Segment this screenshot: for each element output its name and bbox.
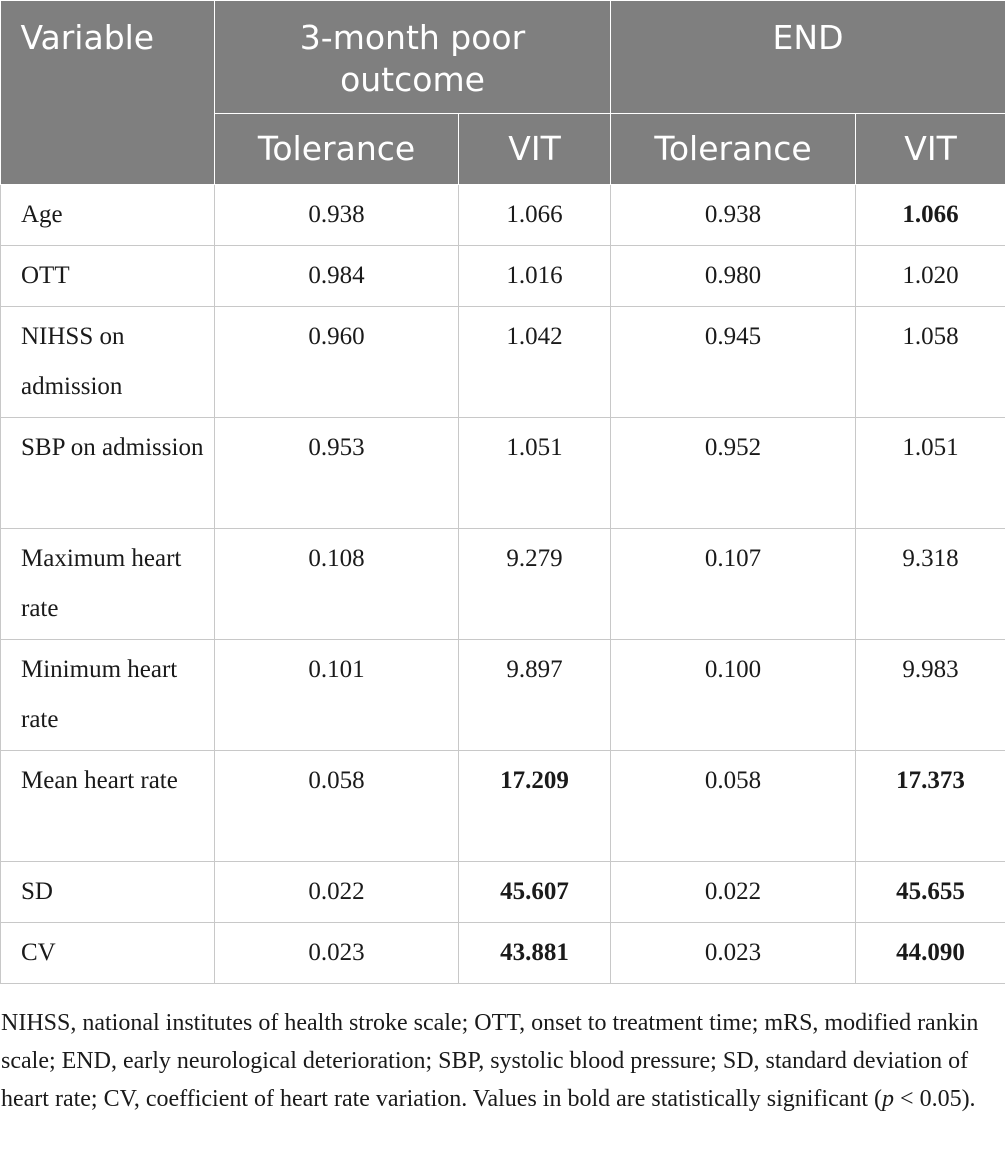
row-label: Minimum heart rate xyxy=(1,640,215,751)
cell-value: 1.016 xyxy=(459,246,611,307)
header-group-3-month-poor-outcome: 3-month poor outcome xyxy=(215,1,611,114)
row-label: Mean heart rate xyxy=(1,751,215,862)
row-label: Maximum heart rate xyxy=(1,529,215,640)
cell-value: 9.897 xyxy=(459,640,611,751)
row-label: CV xyxy=(1,923,215,984)
cell-value: 0.952 xyxy=(611,418,856,529)
row-label: SBP on admission xyxy=(1,418,215,529)
table-row xyxy=(1,185,1005,246)
header-row-groups xyxy=(1,1,1005,114)
cell-value: 1.066 xyxy=(459,185,611,246)
cell-value: 0.058 xyxy=(611,751,856,862)
cell-value: 0.023 xyxy=(611,923,856,984)
table-body xyxy=(1,185,1005,984)
table-row xyxy=(1,529,1005,640)
header-tolerance-2: Tolerance xyxy=(611,114,856,185)
table-row xyxy=(1,862,1005,923)
cell-value: 45.655 xyxy=(856,862,1005,923)
table-row xyxy=(1,418,1005,529)
table-header xyxy=(1,1,1005,185)
cell-value: 0.101 xyxy=(215,640,459,751)
cell-value: 1.051 xyxy=(856,418,1005,529)
cell-value: 1.058 xyxy=(856,307,1005,418)
cell-value: 1.020 xyxy=(856,246,1005,307)
table-footnote xyxy=(1,1004,1001,1118)
cell-value: 0.022 xyxy=(215,862,459,923)
cell-value: 0.058 xyxy=(215,751,459,862)
header-variable: Variable xyxy=(1,1,215,185)
table-row xyxy=(1,640,1005,751)
row-label: Age xyxy=(1,185,215,246)
cell-value: 0.938 xyxy=(611,185,856,246)
cell-value: 17.373 xyxy=(856,751,1005,862)
cell-value: 0.023 xyxy=(215,923,459,984)
cell-value: 0.938 xyxy=(215,185,459,246)
footnote-text: NIHSS, national institutes of health stroke scale; OTT, onset to treatment time; mRS, modified rankin scale; END, early neurological deterioration; SBP, systolic blood pressure; SD, standard deviation of heart rate; CV, coefficient of heart rate variation. Values in bold are statistically significant ( xyxy=(1,1010,979,1112)
cell-value: 0.980 xyxy=(611,246,856,307)
cell-value: 17.209 xyxy=(459,751,611,862)
cell-value: 1.051 xyxy=(459,418,611,529)
header-tolerance-1: Tolerance xyxy=(215,114,459,185)
cell-value: 0.960 xyxy=(215,307,459,418)
footnote-threshold: < 0.05). xyxy=(894,1086,976,1112)
cell-value: 43.881 xyxy=(459,923,611,984)
table-row xyxy=(1,751,1005,862)
cell-value: 9.318 xyxy=(856,529,1005,640)
header-vit-1: VIT xyxy=(459,114,611,185)
table-row xyxy=(1,246,1005,307)
cell-value: 0.108 xyxy=(215,529,459,640)
footnote-p-symbol: p xyxy=(882,1086,895,1112)
row-label: SD xyxy=(1,862,215,923)
cell-value: 44.090 xyxy=(856,923,1005,984)
cell-value: 9.279 xyxy=(459,529,611,640)
cell-value: 0.100 xyxy=(611,640,856,751)
cell-value: 0.022 xyxy=(611,862,856,923)
cell-value: 0.984 xyxy=(215,246,459,307)
cell-value: 1.066 xyxy=(856,185,1005,246)
table-row xyxy=(1,923,1005,984)
row-label: NIHSS on admission xyxy=(1,307,215,418)
cell-value: 45.607 xyxy=(459,862,611,923)
cell-value: 0.107 xyxy=(611,529,856,640)
cell-value: 9.983 xyxy=(856,640,1005,751)
header-vit-2: VIT xyxy=(856,114,1005,185)
header-group-end: END xyxy=(611,1,1005,114)
cell-value: 0.953 xyxy=(215,418,459,529)
cell-value: 1.042 xyxy=(459,307,611,418)
row-label: OTT xyxy=(1,246,215,307)
table-row xyxy=(1,307,1005,418)
cell-value: 0.945 xyxy=(611,307,856,418)
